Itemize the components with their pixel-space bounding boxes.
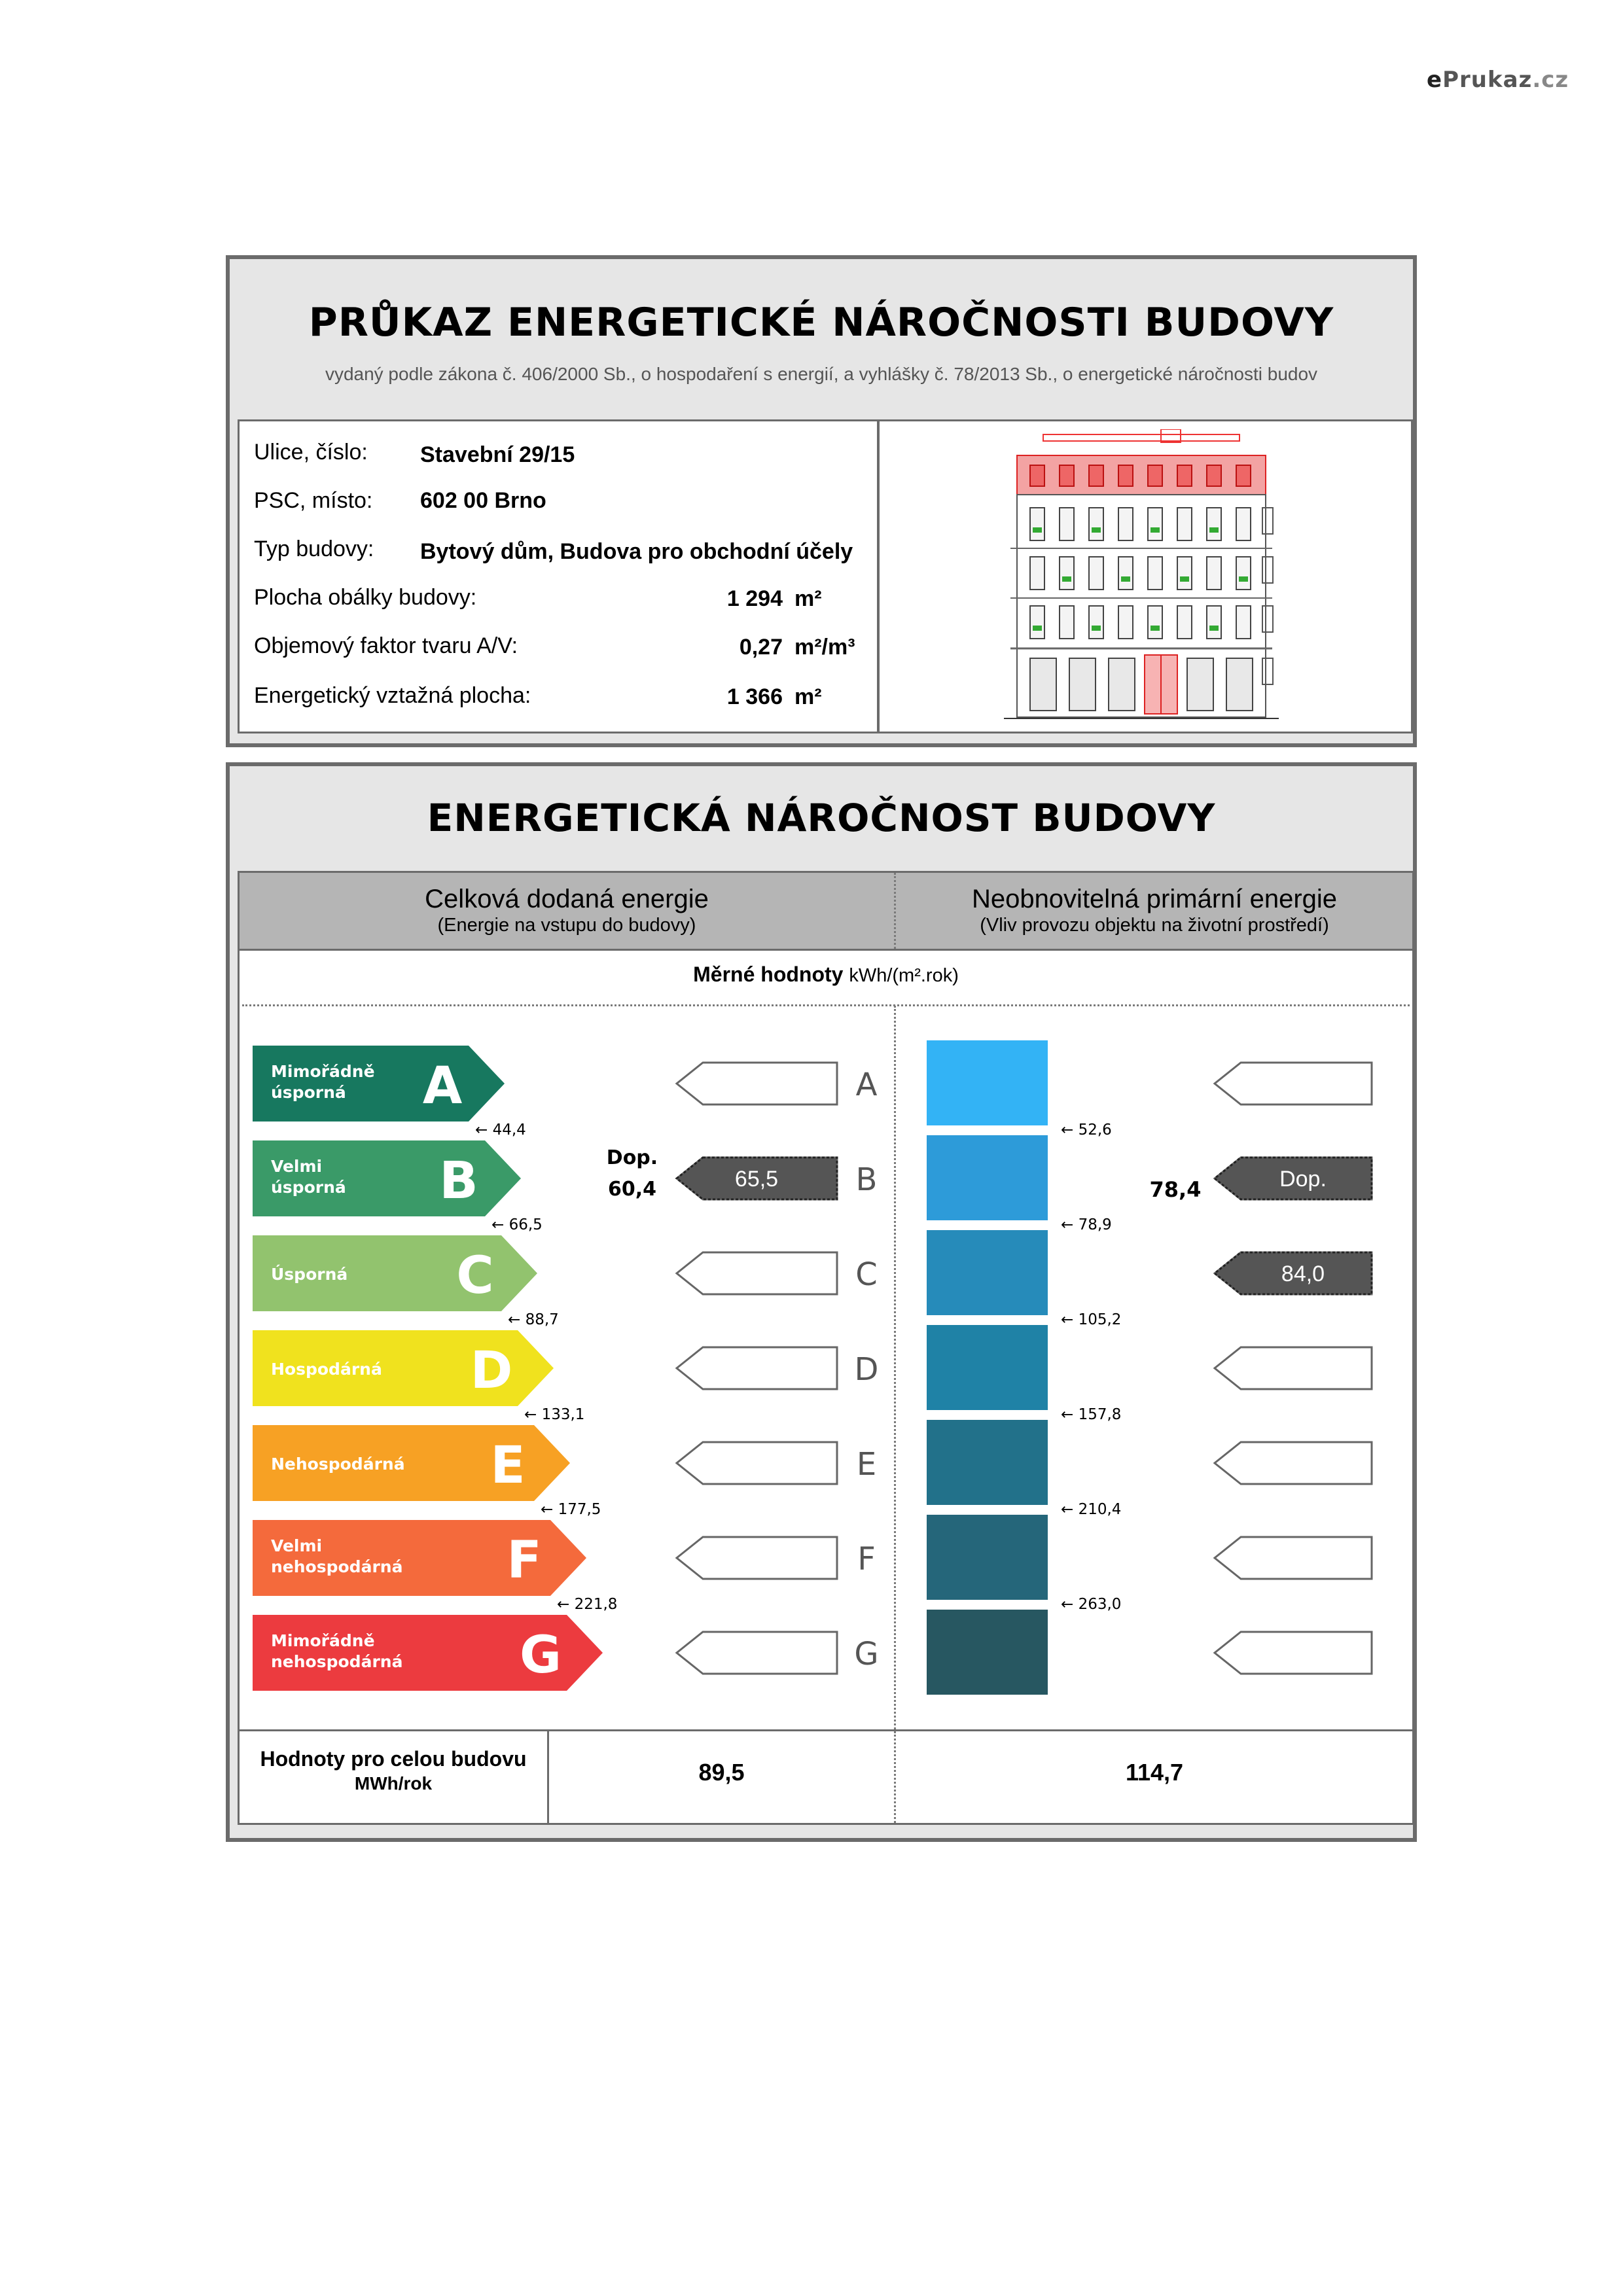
shape-factor-value: 0,27 xyxy=(739,635,783,660)
envelope-area-unit: m² xyxy=(794,586,822,611)
left-threshold-f: ← 221,8 xyxy=(557,1596,618,1613)
reference-area-value: 1 366 xyxy=(726,684,783,709)
class-letter-d: D xyxy=(470,1341,513,1400)
specific-values-unit: kWh/(m².rok) xyxy=(849,965,959,986)
class-letter-f: F xyxy=(507,1531,542,1590)
whole-right-value: 114,7 xyxy=(1125,1759,1184,1786)
right-threshold-e: ← 210,4 xyxy=(1061,1501,1122,1518)
right-reference-label: Dop. xyxy=(1279,1167,1327,1192)
class-name-c: Úsporná xyxy=(271,1265,348,1284)
envelope-area-value: 1 294 xyxy=(726,586,783,611)
left-reference-label: Dop. xyxy=(606,1146,658,1169)
left-class-marker-e: E xyxy=(856,1446,877,1483)
class-name-d: Hospodárná xyxy=(271,1360,382,1379)
right-class-block-f xyxy=(927,1515,1048,1600)
right-class-block-c xyxy=(927,1230,1048,1315)
column-header-bar xyxy=(238,871,1414,951)
class-name-f-line1: Velmi xyxy=(271,1536,323,1555)
class-name-b-line2: úsporná xyxy=(271,1178,346,1197)
reference-area-label: Energetický vztažná plocha: xyxy=(254,683,531,708)
left-class-marker-d: D xyxy=(854,1351,879,1388)
whole-building-unit: MWh/rok xyxy=(354,1773,433,1793)
left-class-pointer-c xyxy=(677,1252,837,1294)
class-name-e: Nehospodárná xyxy=(271,1455,405,1474)
right-column-title: Neobnovitelná primární energie xyxy=(971,885,1338,913)
right-threshold-a: ← 52,6 xyxy=(1061,1122,1112,1139)
building-info-box xyxy=(238,419,879,733)
class-letter-g: G xyxy=(519,1626,562,1685)
left-class-marker-c: C xyxy=(855,1256,878,1293)
class-name-g-line1: Mimořádně xyxy=(271,1631,375,1650)
class-name-f-line2: nehospodárná xyxy=(271,1557,403,1576)
class-name-a-line2: úsporná xyxy=(271,1083,346,1102)
shape-factor-unit: m²/m³ xyxy=(794,635,855,660)
left-threshold-a: ← 44,4 xyxy=(475,1122,526,1139)
energy-title: ENERGETICKÁ NÁROČNOST BUDOVY xyxy=(427,796,1216,840)
left-class-pointer-g xyxy=(677,1632,837,1674)
reference-area-unit: m² xyxy=(794,684,822,709)
right-threshold-c: ← 105,2 xyxy=(1061,1311,1122,1328)
right-reference-value: 78,4 xyxy=(1149,1177,1202,1202)
specific-values-label: Měrné hodnoty xyxy=(693,963,844,986)
right-column-subtitle: (Vliv provozu objektu na životní prostředí) xyxy=(980,915,1329,936)
right-class-pointer-a xyxy=(1215,1063,1372,1104)
left-class-pointer-a xyxy=(677,1063,837,1104)
energy-scale-svg xyxy=(240,951,1412,1729)
right-class-pointer-d xyxy=(1215,1347,1372,1389)
energy-performance-panel xyxy=(226,762,1417,1842)
class-name-g-line2: nehospodárná xyxy=(271,1652,403,1671)
left-reference-value: 60,4 xyxy=(607,1178,657,1201)
left-class-pointer-e xyxy=(677,1442,837,1484)
right-class-block-g xyxy=(927,1610,1048,1695)
class-letter-c: C xyxy=(456,1246,494,1305)
building-image-box xyxy=(878,419,1413,733)
brand-part-2: Prukaz xyxy=(1442,67,1533,93)
class-letter-e: E xyxy=(490,1436,526,1495)
shape-factor-label: Objemový faktor tvaru A/V: xyxy=(254,633,518,658)
city-value: 602 00 Brno xyxy=(420,488,546,513)
right-class-pointer-g xyxy=(1215,1632,1372,1674)
left-class-marker-b: B xyxy=(855,1161,878,1198)
left-threshold-c: ← 88,7 xyxy=(508,1311,559,1328)
certificate-subtitle: vydaný podle zákona č. 406/2000 Sb., o hospodaření s energií, a vyhlášky č. 78/2013 Sb., o energetické náročnosti budov xyxy=(325,364,1318,384)
right-class-block-a xyxy=(927,1040,1048,1125)
left-class-marker-a: A xyxy=(855,1067,878,1103)
street-value: Stavební 29/15 xyxy=(420,442,575,467)
class-name-a-line1: Mimořádně xyxy=(271,1062,375,1081)
brand-logo xyxy=(1427,67,1569,93)
whole-left-value: 89,5 xyxy=(698,1759,745,1786)
right-actual-value: 84,0 xyxy=(1281,1262,1325,1286)
street-label: Ulice, číslo: xyxy=(254,440,368,465)
left-column-title: Celková dodaná energie xyxy=(425,885,709,913)
city-label: PSC, místo: xyxy=(254,488,373,513)
right-class-pointer-f xyxy=(1215,1537,1372,1579)
building-facade-drawing-icon xyxy=(1004,429,1279,724)
envelope-area-label: Plocha obálky budovy: xyxy=(254,585,477,610)
certificate-title: PRŮKAZ ENERGETICKÉ NÁROČNOSTI BUDOVY xyxy=(308,300,1334,345)
left-threshold-e: ← 177,5 xyxy=(541,1501,601,1518)
certificate-header-panel xyxy=(226,255,1417,747)
left-threshold-b: ← 66,5 xyxy=(491,1216,543,1233)
right-class-pointer-e xyxy=(1215,1442,1372,1484)
scale-body xyxy=(238,951,1414,1825)
building-type-value: Bytový dům, Budova pro obchodní účely xyxy=(420,539,853,564)
left-class-pointer-d xyxy=(677,1347,837,1389)
brand-part-3: .cz xyxy=(1532,67,1569,93)
brand-part-1: e xyxy=(1427,67,1443,93)
class-letter-b: B xyxy=(439,1152,478,1210)
left-class-marker-g: G xyxy=(854,1636,879,1672)
class-letter-a: A xyxy=(422,1057,463,1116)
building-type-label: Typ budovy: xyxy=(254,537,374,561)
right-threshold-b: ← 78,9 xyxy=(1061,1216,1112,1233)
right-threshold-f: ← 263,0 xyxy=(1061,1596,1122,1613)
left-threshold-d: ← 133,1 xyxy=(524,1406,585,1423)
right-class-block-b xyxy=(927,1135,1048,1220)
left-class-pointer-f xyxy=(677,1537,837,1579)
whole-building-label: Hodnoty pro celou budovu xyxy=(260,1747,527,1771)
whole-building-label-cell xyxy=(240,1731,549,1823)
right-class-block-d xyxy=(927,1325,1048,1410)
whole-building-row xyxy=(240,1729,1412,1823)
left-column-subtitle: (Energie na vstupu do budovy) xyxy=(437,915,696,936)
left-class-marker-f: F xyxy=(857,1541,876,1578)
right-class-block-e xyxy=(927,1420,1048,1505)
class-name-b-line1: Velmi xyxy=(271,1157,323,1176)
right-threshold-d: ← 157,8 xyxy=(1061,1406,1122,1423)
left-actual-value: 65,5 xyxy=(734,1167,779,1192)
